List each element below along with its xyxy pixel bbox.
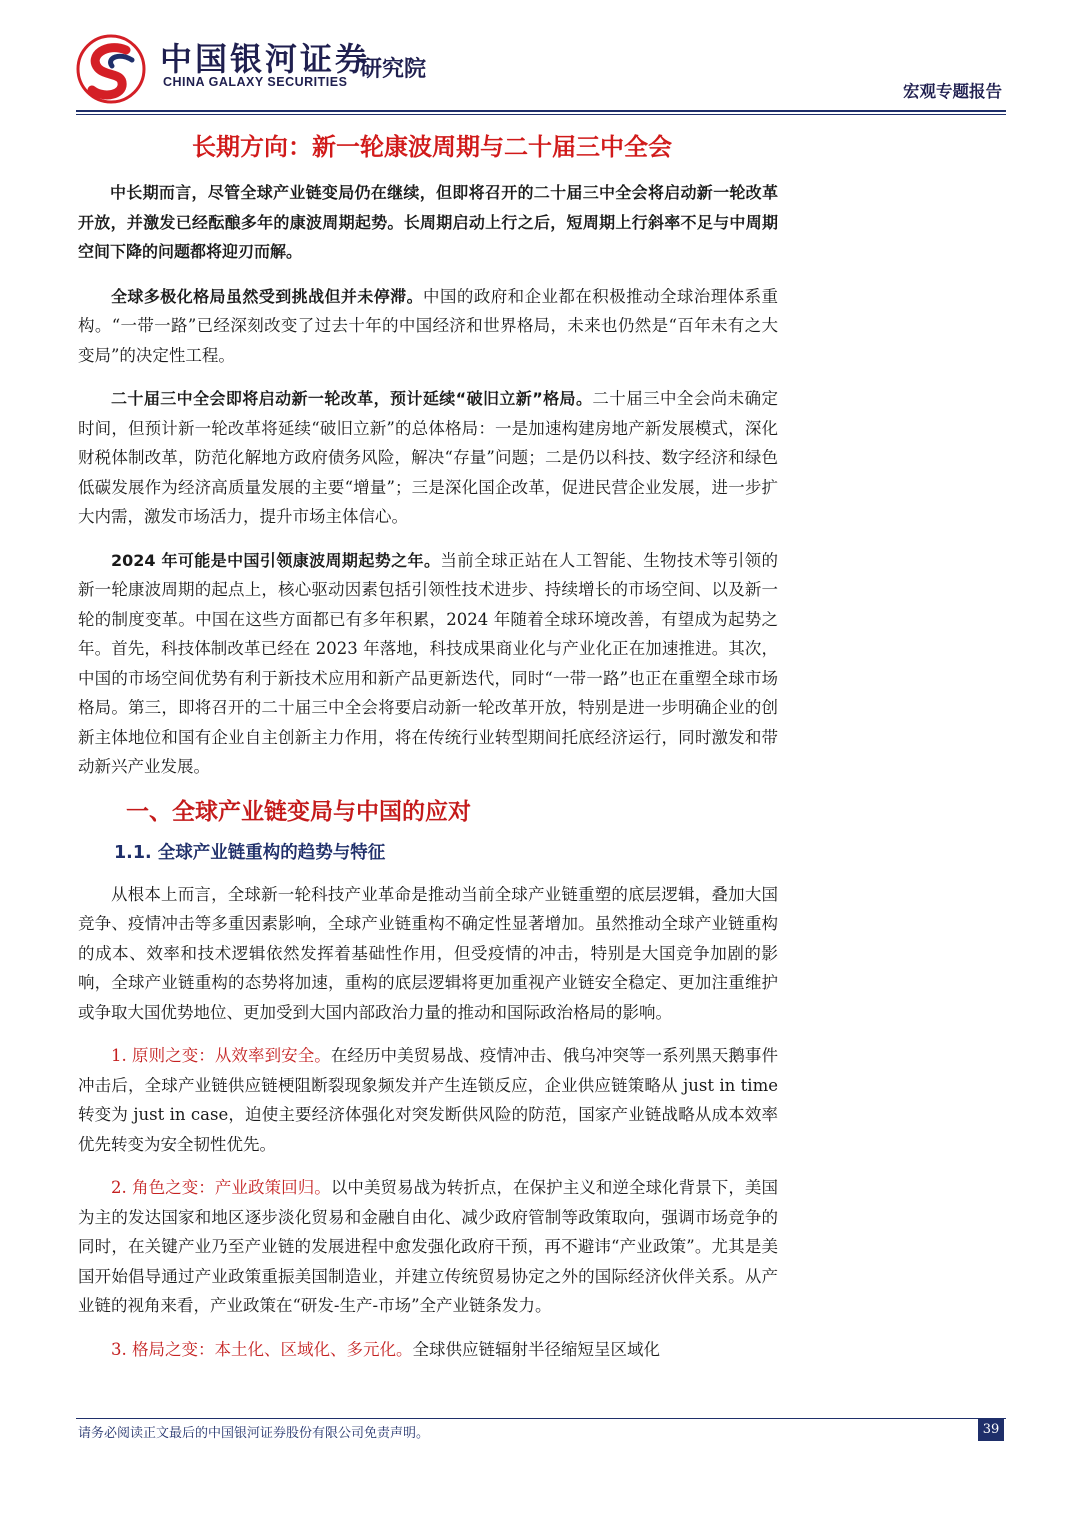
paragraph-pattern-change bbox=[78, 1335, 778, 1365]
institute-label: 研究院 bbox=[360, 57, 427, 82]
paragraph-2024-kondratiev bbox=[78, 546, 778, 782]
paragraph-body: 二十届三中全会尚未确定时间，但预计新一轮改革将延续“破旧立新”的总体格局：一是加速构建房地产新发展模式，深化财税体制改革，防范化解地方政府债务风险，解决“存量”问题；二是仍以科技、数字经济和绿色低碳发展作为经济高质量发展的主要“增量”；三是深化国企改革，促进民营企业发展，进一步扩大内需，激发市场活力，提升市场主体信心。 bbox=[78, 389, 778, 526]
paragraph-lead: 全球多极化格局虽然受到挑战但并未停滞。 bbox=[111, 286, 424, 306]
brand-name-cn: 中国银河证券 bbox=[160, 40, 371, 78]
paragraph-third-plenum bbox=[78, 384, 778, 532]
paragraph-lead: 2024 年可能是中国引领康波周期起势之年。 bbox=[111, 550, 441, 570]
header-divider-thin bbox=[76, 114, 1006, 115]
paragraph-body: 当前全球正站在人工智能、生物技术等引领的新一轮康波周期的起点上，核心驱动因素包括引领性技术进步、持续增长的市场空间、以及新一轮的制度变革。中国在这些方面都已有多年积累，2024 年随着全球环境改善，有望成为起势之年。首先，科技体制改革已经在 2023 年落地，科技成果商业化与产业化正在加速推进。其次，中国的市场空间优势有利于新技术应用和新产品更新迭代，同时“一带一路”也正在重塑全球市场格局。第三，即将召开的二十届三中全会将要启动新一轮改革开放，特别是进一步明确企业的创新主体地位和国有企业自主创新主力作用，将在传统行业转型期间托底经济运行，同时激发和带动新兴产业发展。 bbox=[78, 550, 779, 776]
header-divider bbox=[76, 110, 1006, 112]
summary-paragraph: 中长期而言，尽管全球产业链变局仍在继续，但即将召开的二十届三中全会将启动新一轮改革开放，并激发已经酝酿多年的康波周期起势。长周期启动上行之后，短周期上行斜率不足与中周期空间下降的问题都将迎刃而解。 bbox=[78, 183, 778, 261]
paragraph-body: 在经历中美贸易战、疫情冲击、俄乌冲突等一系列黑天鹅事件冲击后，全球产业链供应链梗阻断裂现象频发并产生连锁反应，企业供应链策略从 just in time 转变为 just in case，迫使主要经济体强化对突发断供风险的防范，国家产业链战略从成本效率优先转变为安全韧性优先。 bbox=[78, 1046, 778, 1154]
footer-divider bbox=[76, 1418, 1006, 1419]
subsection-heading: 1.1. 全球产业链重构的趋势与特征 bbox=[114, 842, 386, 863]
report-type-label: 宏观专题报告 bbox=[903, 82, 1002, 101]
paragraph-restructuring-logic: 从根本上而言，全球新一轮科技产业革命是推动当前全球产业链重塑的底层逻辑，叠加大国竞争、疫情冲击等多重因素影响，全球产业链重构不确定性显著增加。虽然推动全球产业链重构的成本、效率和技术逻辑依然发挥着基础性作用，但受疫情的冲击，特别是大国竞争加剧的影响，全球产业链重构的态势将加速，重构的底层逻辑将更加重视产业链安全稳定、更加注重维护或争取大国优势地位、更加受到大国内部政治力量的推动和国际政治格局的影响。 bbox=[78, 884, 778, 1022]
paragraph-body: 全球供应链辐射半径缩短呈区域化 bbox=[412, 1339, 660, 1359]
point-label: 2. 角色之变：产业政策回归。 bbox=[111, 1178, 331, 1197]
brand-name-en: CHINA GALAXY SECURITIES bbox=[163, 75, 348, 89]
paragraph-principle-change bbox=[78, 1041, 778, 1159]
point-label: 3. 格局之变：本土化、区域化、多元化。 bbox=[111, 1339, 413, 1359]
page-title: 长期方向：新一轮康波周期与二十届三中全会 bbox=[192, 133, 672, 161]
page-content bbox=[78, 130, 778, 1378]
section-heading: 一、全球产业链变局与中国的应对 bbox=[126, 798, 471, 825]
galaxy-swirl-logo bbox=[76, 34, 146, 104]
paragraph-multipolar bbox=[78, 282, 778, 371]
footer-disclaimer: 请务必阅读正文最后的中国银河证券股份有限公司免责声明。 bbox=[78, 1426, 430, 1441]
paragraph-lead: 二十届三中全会即将启动新一轮改革，预计延续“破旧立新”格局。 bbox=[111, 389, 593, 408]
paragraph-role-change bbox=[78, 1173, 778, 1321]
page-number: 39 bbox=[978, 1419, 1004, 1441]
paragraph-body: 以中美贸易战为转折点，在保护主义和逆全球化背景下，美国为主的发达国家和地区逐步淡化贸易和金融自由化、减少政府管制等政策取向，强调市场竞争的同时，在关键产业乃至产业链的发展进程中愈发强化政府干预，再不避讳“产业政策”。尤其是美国开始倡导通过产业政策重振美国制造业，并建立传统贸易协定之外的国际经济伙伴关系。从产业链的视角来看，产业政策在“研发-生产-市场”全产业链条发力。 bbox=[78, 1178, 778, 1315]
paragraph-body: 中国的政府和企业都在积极推动全球治理体系重构。“一带一路”已经深刻改变了过去十年的中国经济和世界格局，未来也仍然是“百年未有之大变局”的决定性工程。 bbox=[78, 286, 779, 365]
point-label: 1. 原则之变：从效率到安全。 bbox=[111, 1046, 331, 1065]
